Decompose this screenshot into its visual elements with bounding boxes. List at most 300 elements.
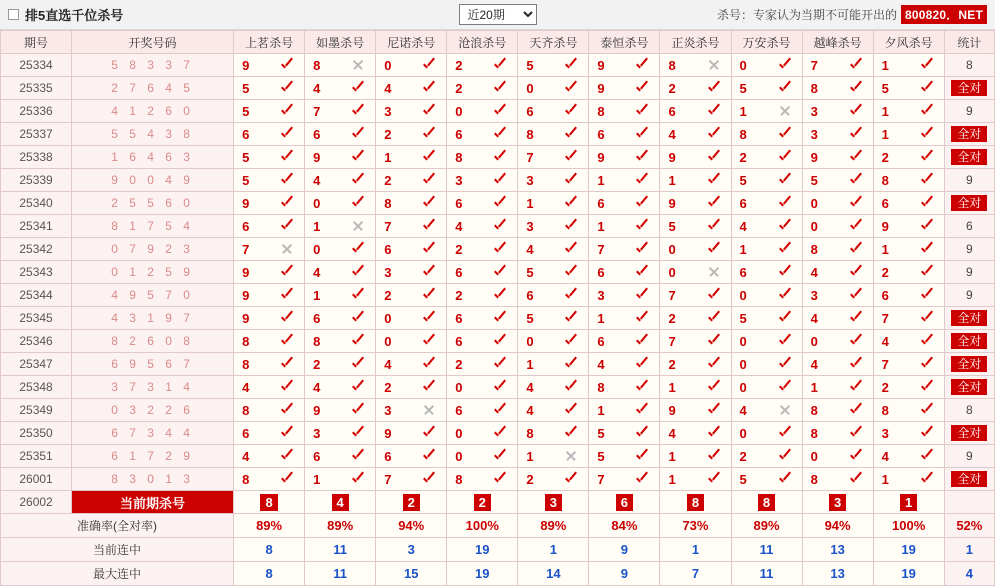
kill-cell (518, 353, 589, 376)
kill-cell (873, 54, 944, 77)
current-kill-number: 8 (260, 494, 277, 511)
kill-cell (447, 146, 518, 169)
draw-code-cell: 1 6 4 6 3 (72, 146, 234, 169)
kill-number: 5 (668, 218, 676, 234)
kill-cell (660, 330, 731, 353)
kill-number: 7 (384, 218, 392, 234)
summary-value: 13 (802, 562, 873, 586)
check-icon (564, 426, 578, 440)
kill-number: 6 (455, 333, 463, 349)
kill-cell (589, 468, 660, 491)
current-kill-cell (447, 491, 518, 514)
kill-number: 5 (242, 172, 250, 188)
table-row (1, 146, 995, 169)
header-expert-0[interactable]: 上茗杀号 (234, 31, 305, 54)
kill-cell (589, 376, 660, 399)
check-icon (564, 173, 578, 187)
kill-cell (802, 215, 873, 238)
kill-cell (802, 238, 873, 261)
kill-cell (234, 77, 305, 100)
cross-icon (778, 403, 792, 417)
check-icon (422, 173, 436, 187)
kill-cell (873, 77, 944, 100)
kill-cell (234, 376, 305, 399)
kill-number: 4 (313, 379, 321, 395)
kill-number: 9 (242, 310, 250, 326)
check-icon (422, 242, 436, 256)
kill-number: 5 (739, 172, 747, 188)
stat-cell: 6 (944, 215, 994, 238)
kill-number: 8 (881, 402, 889, 418)
summary-value: 3 (376, 538, 447, 562)
kill-number: 8 (739, 126, 747, 142)
kill-cell (376, 468, 447, 491)
cross-icon (351, 58, 365, 72)
table-row (1, 261, 995, 284)
check-icon (635, 334, 649, 348)
kill-number: 8 (242, 333, 250, 349)
header-expert-9[interactable]: 夕风杀号 (873, 31, 944, 54)
table-row (1, 422, 995, 445)
kill-cell (447, 100, 518, 123)
check-icon (422, 219, 436, 233)
stat-cell (944, 422, 994, 445)
kill-cell (518, 192, 589, 215)
kill-number: 3 (384, 264, 392, 280)
period-select[interactable] (459, 4, 537, 25)
check-icon (635, 357, 649, 371)
check-icon (778, 449, 792, 463)
kill-number: 2 (668, 356, 676, 372)
kill-cell (873, 169, 944, 192)
summary-value: 11 (305, 562, 376, 586)
kill-cell (305, 445, 376, 468)
kill-number: 5 (881, 80, 889, 96)
check-icon (564, 403, 578, 417)
kill-number: 6 (526, 287, 534, 303)
kill-number: 8 (384, 195, 392, 211)
check-icon (707, 196, 721, 210)
check-icon (849, 311, 863, 325)
check-icon (778, 288, 792, 302)
check-icon (920, 81, 934, 95)
kill-cell (731, 307, 802, 330)
check-icon (280, 357, 294, 371)
issue-cell: 25343 (1, 261, 72, 284)
kill-number: 4 (810, 356, 818, 372)
kill-cell (518, 77, 589, 100)
kill-number: 8 (242, 356, 250, 372)
kill-cell (802, 100, 873, 123)
check-icon (635, 380, 649, 394)
kill-cell (589, 169, 660, 192)
kill-number: 4 (313, 172, 321, 188)
kill-number: 5 (242, 149, 250, 165)
kill-number: 4 (313, 80, 321, 96)
check-icon (849, 173, 863, 187)
current-kill-number: 3 (829, 494, 846, 511)
period-select-wrap[interactable] (459, 4, 537, 25)
check-icon (849, 334, 863, 348)
kill-number: 1 (313, 471, 321, 487)
check-icon (849, 449, 863, 463)
kill-number: 9 (881, 218, 889, 234)
check-icon (635, 81, 649, 95)
kill-number: 5 (597, 448, 605, 464)
check-icon (707, 150, 721, 164)
kill-cell (660, 146, 731, 169)
check-icon (493, 472, 507, 486)
check-icon (422, 265, 436, 279)
kill-cell (660, 284, 731, 307)
header-expert-6[interactable]: 正炎杀号 (660, 31, 731, 54)
check-icon (280, 127, 294, 141)
kill-number: 6 (313, 310, 321, 326)
kill-cell (589, 192, 660, 215)
draw-code-cell: 9 0 0 4 9 (72, 169, 234, 192)
stat-cell (944, 77, 994, 100)
cross-icon (422, 403, 436, 417)
check-icon (849, 357, 863, 371)
draw-code-cell: 4 3 1 9 7 (72, 307, 234, 330)
kill-number: 6 (739, 195, 747, 211)
summary-value: 9 (589, 538, 660, 562)
check-icon (493, 173, 507, 187)
check-icon (778, 334, 792, 348)
kill-cell (305, 376, 376, 399)
header-expert-7[interactable]: 万安杀号 (731, 31, 802, 54)
summary-value: 89% (731, 514, 802, 538)
kill-cell (802, 422, 873, 445)
kill-number: 8 (810, 425, 818, 441)
check-icon (422, 150, 436, 164)
kill-cell (305, 284, 376, 307)
check-icon (351, 173, 365, 187)
issue-cell: 25351 (1, 445, 72, 468)
kill-cell (731, 238, 802, 261)
issue-cell: 25334 (1, 54, 72, 77)
kill-number: 6 (597, 126, 605, 142)
kill-number: 0 (739, 425, 747, 441)
check-icon (778, 196, 792, 210)
kill-cell (589, 399, 660, 422)
kill-cell (660, 468, 731, 491)
kill-number-table (0, 30, 995, 586)
kill-number: 8 (313, 333, 321, 349)
kill-cell (731, 100, 802, 123)
check-icon (351, 150, 365, 164)
kill-number: 1 (668, 172, 676, 188)
check-icon (707, 219, 721, 233)
kill-cell (376, 54, 447, 77)
stat-cell (944, 468, 994, 491)
kill-number: 1 (526, 448, 534, 464)
kill-cell (305, 261, 376, 284)
check-icon (422, 196, 436, 210)
kill-cell (234, 307, 305, 330)
kill-cell (518, 307, 589, 330)
kill-number: 1 (810, 379, 818, 395)
kill-number: 0 (739, 356, 747, 372)
kill-cell (660, 123, 731, 146)
stat-cell: 8 (944, 399, 994, 422)
kill-cell (376, 376, 447, 399)
check-icon (707, 380, 721, 394)
kill-cell (376, 399, 447, 422)
summary-value: 19 (447, 538, 518, 562)
check-icon (635, 403, 649, 417)
kill-cell (731, 353, 802, 376)
kill-number: 0 (739, 333, 747, 349)
kill-number: 9 (810, 149, 818, 165)
kill-cell (660, 77, 731, 100)
kill-number: 7 (597, 241, 605, 257)
header-expert-5[interactable]: 泰恒杀号 (589, 31, 660, 54)
draw-code-cell: 3 7 3 1 4 (72, 376, 234, 399)
cross-icon (707, 265, 721, 279)
kill-number: 5 (739, 471, 747, 487)
kill-cell (447, 445, 518, 468)
summary-value: 13 (802, 538, 873, 562)
kill-cell (518, 123, 589, 146)
kill-cell (376, 445, 447, 468)
header-expert-8[interactable]: 越峰杀号 (802, 31, 873, 54)
kill-number: 1 (597, 218, 605, 234)
kill-number: 3 (384, 103, 392, 119)
kill-cell (731, 169, 802, 192)
table-row (1, 399, 995, 422)
check-icon (351, 311, 365, 325)
check-icon (422, 334, 436, 348)
current-kill-number: 3 (545, 494, 562, 511)
kill-number: 2 (739, 448, 747, 464)
kill-cell (589, 54, 660, 77)
kill-number: 4 (526, 379, 534, 395)
kill-cell (234, 192, 305, 215)
kill-cell (305, 123, 376, 146)
kill-number: 7 (668, 287, 676, 303)
kill-number: 6 (455, 195, 463, 211)
header-expert-1[interactable]: 如墨杀号 (305, 31, 376, 54)
check-icon (920, 334, 934, 348)
kill-number: 7 (881, 356, 889, 372)
table-row (1, 445, 995, 468)
check-icon (635, 242, 649, 256)
kill-cell (518, 399, 589, 422)
check-icon (280, 403, 294, 417)
kill-number: 8 (810, 471, 818, 487)
check-icon (564, 58, 578, 72)
cross-icon (778, 104, 792, 118)
check-icon (920, 58, 934, 72)
kill-cell (518, 169, 589, 192)
kill-number: 2 (668, 80, 676, 96)
check-icon (849, 150, 863, 164)
kill-cell (802, 54, 873, 77)
stat-cell: 9 (944, 284, 994, 307)
kill-cell (660, 54, 731, 77)
check-icon (920, 357, 934, 371)
kill-cell (589, 422, 660, 445)
kill-cell (589, 146, 660, 169)
stat-cell: 8 (944, 54, 994, 77)
kill-cell (305, 330, 376, 353)
kill-number: 8 (810, 80, 818, 96)
draw-code-cell: 4 1 2 6 0 (72, 100, 234, 123)
kill-cell (731, 77, 802, 100)
kill-number: 3 (810, 287, 818, 303)
kill-cell (447, 468, 518, 491)
current-kill-number: 4 (332, 494, 349, 511)
summary-value: 89% (518, 514, 589, 538)
check-icon (493, 426, 507, 440)
header-expert-4[interactable]: 天齐杀号 (518, 31, 589, 54)
check-icon (707, 288, 721, 302)
stat-cell: 9 (944, 169, 994, 192)
kill-number: 1 (739, 241, 747, 257)
check-icon (707, 311, 721, 325)
check-icon (564, 380, 578, 394)
kill-number: 4 (668, 126, 676, 142)
current-kill-cell (660, 491, 731, 514)
current-period-row (1, 491, 995, 514)
kill-cell (873, 422, 944, 445)
check-icon (493, 127, 507, 141)
check-icon (280, 104, 294, 118)
kill-cell (518, 54, 589, 77)
table-row (1, 238, 995, 261)
current-kill-number: 6 (616, 494, 633, 511)
kill-number: 0 (526, 80, 534, 96)
stat-cell (944, 376, 994, 399)
header-row (1, 31, 995, 54)
check-icon (280, 472, 294, 486)
table-row (1, 215, 995, 238)
kill-cell (660, 261, 731, 284)
check-icon (778, 127, 792, 141)
kill-cell (447, 215, 518, 238)
stat-cell: 9 (944, 100, 994, 123)
check-icon (778, 472, 792, 486)
kill-number: 4 (455, 218, 463, 234)
kill-cell (305, 192, 376, 215)
kill-number: 9 (597, 57, 605, 73)
kill-number: 8 (597, 379, 605, 395)
kill-cell (589, 215, 660, 238)
summary-value: 11 (305, 538, 376, 562)
kill-cell (234, 146, 305, 169)
kill-cell (234, 123, 305, 146)
stat-cell: 9 (944, 238, 994, 261)
kill-number: 6 (455, 310, 463, 326)
stat-cell (944, 330, 994, 353)
check-icon (707, 449, 721, 463)
table-row (1, 123, 995, 146)
kill-number: 8 (455, 471, 463, 487)
check-icon (280, 196, 294, 210)
issue-cell: 25347 (1, 353, 72, 376)
check-icon (280, 311, 294, 325)
kill-number: 0 (810, 448, 818, 464)
current-kill-number: 8 (758, 494, 775, 511)
check-icon (422, 426, 436, 440)
select-all-checkbox[interactable] (8, 9, 19, 20)
check-icon (778, 311, 792, 325)
current-kill-number: 2 (403, 494, 420, 511)
kill-number: 6 (313, 448, 321, 464)
kill-number: 2 (455, 241, 463, 257)
check-icon (351, 242, 365, 256)
header-expert-3[interactable]: 沧浪杀号 (447, 31, 518, 54)
kill-number: 3 (526, 218, 534, 234)
header-expert-2[interactable]: 尼诺杀号 (376, 31, 447, 54)
kill-number: 1 (313, 218, 321, 234)
kill-number: 4 (242, 379, 250, 395)
kill-number: 9 (242, 57, 250, 73)
check-icon (778, 380, 792, 394)
check-icon (564, 242, 578, 256)
kill-number: 4 (384, 80, 392, 96)
kill-cell (589, 77, 660, 100)
check-icon (422, 311, 436, 325)
kill-number: 0 (739, 287, 747, 303)
kill-cell (518, 238, 589, 261)
kill-cell (305, 307, 376, 330)
check-icon (351, 265, 365, 279)
summary-row (1, 562, 995, 586)
kill-number: 2 (455, 80, 463, 96)
kill-cell (376, 169, 447, 192)
all-correct-badge: 全对 (951, 425, 987, 441)
kill-cell (234, 169, 305, 192)
issue-cell: 25345 (1, 307, 72, 330)
draw-code-cell: 5 8 3 3 7 (72, 54, 234, 77)
kill-number: 3 (810, 126, 818, 142)
table-row (1, 77, 995, 100)
current-kill-cell (731, 491, 802, 514)
issue-cell: 25350 (1, 422, 72, 445)
check-icon (778, 242, 792, 256)
kill-number: 1 (597, 310, 605, 326)
kill-number: 0 (455, 379, 463, 395)
kill-number: 0 (739, 379, 747, 395)
draw-code-cell: 8 1 7 5 4 (72, 215, 234, 238)
kill-cell (518, 445, 589, 468)
check-icon (564, 104, 578, 118)
kill-number: 1 (881, 471, 889, 487)
kill-number: 7 (526, 149, 534, 165)
kill-cell (873, 445, 944, 468)
kill-number: 5 (739, 310, 747, 326)
kill-number: 8 (597, 103, 605, 119)
kill-number: 0 (810, 333, 818, 349)
check-icon (280, 334, 294, 348)
kill-number: 4 (597, 356, 605, 372)
summary-value: 11 (731, 562, 802, 586)
kill-cell (731, 422, 802, 445)
stat-cell (944, 123, 994, 146)
table-row (1, 307, 995, 330)
draw-code-cell: 8 2 6 0 8 (72, 330, 234, 353)
kill-cell (447, 284, 518, 307)
check-icon (920, 311, 934, 325)
kill-cell (660, 445, 731, 468)
kill-number: 4 (810, 264, 818, 280)
kill-number: 8 (881, 172, 889, 188)
table-row (1, 284, 995, 307)
header-stat: 统计 (944, 31, 994, 54)
summary-value: 19 (873, 538, 944, 562)
